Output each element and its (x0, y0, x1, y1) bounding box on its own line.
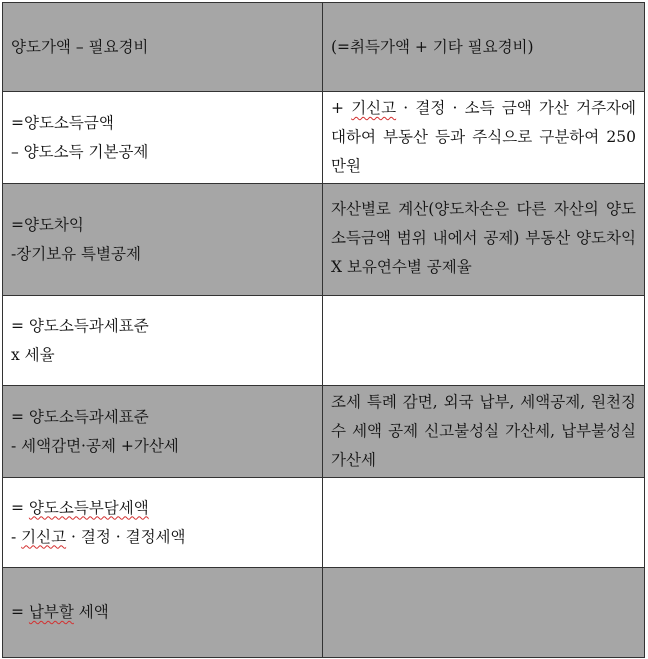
row-1-right-line-1: (=취득가액 + 기타 필요경비) (331, 37, 534, 56)
row-1-left-cell (3, 3, 323, 92)
row-7-left-cell (3, 568, 323, 658)
row-3-left-line-1: =양도차익 (11, 215, 84, 234)
row-6-left-line-1 (11, 494, 314, 523)
capital-gains-tax-table (2, 2, 645, 658)
table-row (3, 92, 645, 184)
row-2-right-cell (323, 92, 645, 184)
row-7-left-line-1 (11, 598, 314, 627)
table-row (3, 3, 645, 92)
row-4-left-cell (3, 296, 323, 386)
row-7-left-spellcheck-word: 납부할 (28, 603, 74, 621)
row-2-right-rest: · 결정 · 소득 금액 가산 거주자에 대하여 부동산 등과 주식으로 구분하여 250만원 (331, 99, 636, 175)
row-6-left-cell (3, 478, 323, 568)
row-6-left-spellcheck-word: 양도소득부담세액 (28, 498, 149, 517)
row-2-left-line-1: =양도소득금액 (11, 113, 114, 132)
row-7-right-cell (323, 568, 645, 658)
row-7-left-prefix: = (11, 603, 29, 621)
row-6-left-line2-prefix: - (11, 527, 22, 546)
row-2-right-prefix: + (331, 99, 352, 117)
row-5-right-text: 조세 특례 감면, 외국 납부, 세액공제, 원천징수 세액 공제 신고불성실 가산세, 납부불성실가산세 (331, 393, 636, 469)
row-2-left-line-2: – 양도소득 기본공제 (11, 142, 149, 161)
row-5-left-line-1: = 양도소득과세표준 (11, 407, 149, 426)
row-6-left-line-2 (11, 523, 314, 552)
row-1-right-cell (323, 3, 645, 92)
table-row (3, 296, 645, 386)
row-4-left-line-2: x 세율 (11, 345, 55, 364)
row-6-left-prefix: = (11, 498, 29, 517)
table-row (3, 568, 645, 658)
row-5-left-cell (3, 386, 323, 478)
row-6-left-line2-spellcheck-word: 기신고 (21, 527, 67, 546)
row-3-right-text: 자산별로 계산(양도차손은 다른 자산의 양도소득금액 범위 내에서 공제) 부동산 양도차익 X 보유연수별 공제율 (331, 200, 636, 276)
row-2-left-cell (3, 92, 323, 184)
row-3-left-line-2: -장기보유 특별공제 (11, 244, 141, 263)
table-row (3, 184, 645, 296)
row-3-right-cell (323, 184, 645, 296)
row-6-left-line2-rest: · 결정 · 결정세액 (66, 527, 186, 546)
row-2-right-text (331, 94, 636, 181)
table-row (3, 386, 645, 478)
row-3-left-cell (3, 184, 323, 296)
row-5-left-line-2: - 세액감면·공제 +가산세 (11, 436, 179, 455)
table-row (3, 478, 645, 568)
row-2-right-spellcheck-word: 기신고 (351, 99, 397, 117)
row-1-left-line-1: 양도가액 – 필요경비 (11, 37, 149, 56)
row-5-right-cell (323, 386, 645, 478)
row-6-right-cell (323, 478, 645, 568)
row-4-right-cell (323, 296, 645, 386)
row-4-left-line-1: = 양도소득과세표준 (11, 316, 149, 335)
row-7-left-rest: 세액 (73, 603, 109, 621)
